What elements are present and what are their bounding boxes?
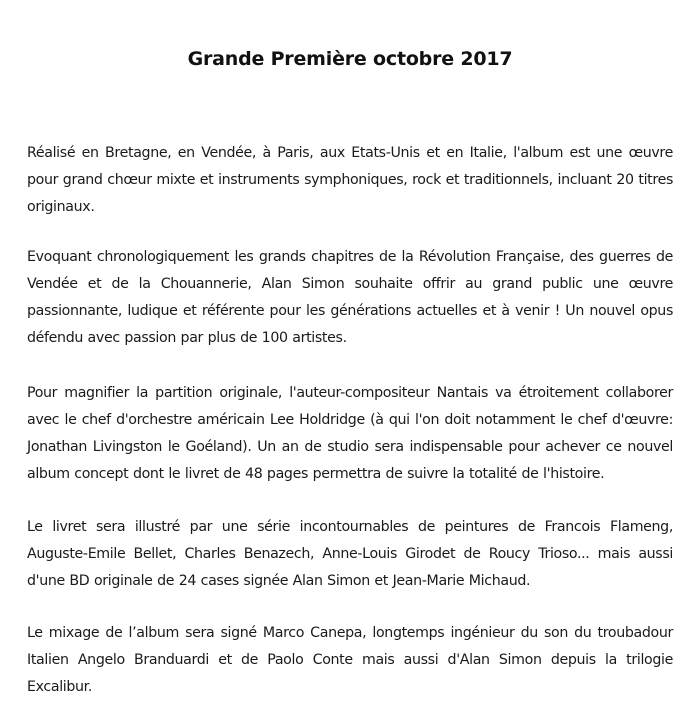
paragraph-historical-themes: Evoquant chronologiquement les grands chapitres de la Révolution Française, des guerres de Vendée et de la Chouannerie, Alan Simon souhaite offrir au grand public une œuvre passionnante, ludique et référente pour les générations actuelles et à venir ! Un nouvel opus défendu avec passion par plus de 100 artistes. bbox=[27, 249, 673, 346]
paragraph-orchestration: Pour magnifier la partition originale, l'auteur-compositeur Nantais va étroitement collaborer avec le chef d'orchestre américain Lee Holdridge (à qui l'on doit notamment le chef d'œuvre: Jonathan Livingston le Goéland). Un an de studio sera indispensable pour achever ce nouvel album concept dont le livret de 48 pages permettra de suivre la totalité de l'histoire. bbox=[27, 385, 673, 482]
paragraph-mixing: Le mixage de l’album sera signé Marco Canepa, longtemps ingénieur du son du troubadour Italien Angelo Branduardi et de Paolo Conte mais aussi d'Alan Simon depuis la trilogie Excalibur. bbox=[27, 625, 673, 695]
paragraph-recording-locations: Réalisé en Bretagne, en Vendée, à Paris, aux Etats-Unis et en Italie, l'album est une œuvre pour grand chœur mixte et instruments symphoniques, rock et traditionnels, incluant 20 titres originaux. bbox=[27, 145, 673, 215]
document-title: Grande Première octobre 2017 bbox=[187, 48, 513, 70]
paragraph-booklet-illustrations: Le livret sera illustré par une série incontournables de peintures de Francois Flameng, Auguste-Emile Bellet, Charles Benazech, Anne-Louis Girodet de Roucy Trioso... mais aussi d'une BD originale de 24 cases signée Alan Simon et Jean-Marie Michaud. bbox=[27, 519, 673, 589]
